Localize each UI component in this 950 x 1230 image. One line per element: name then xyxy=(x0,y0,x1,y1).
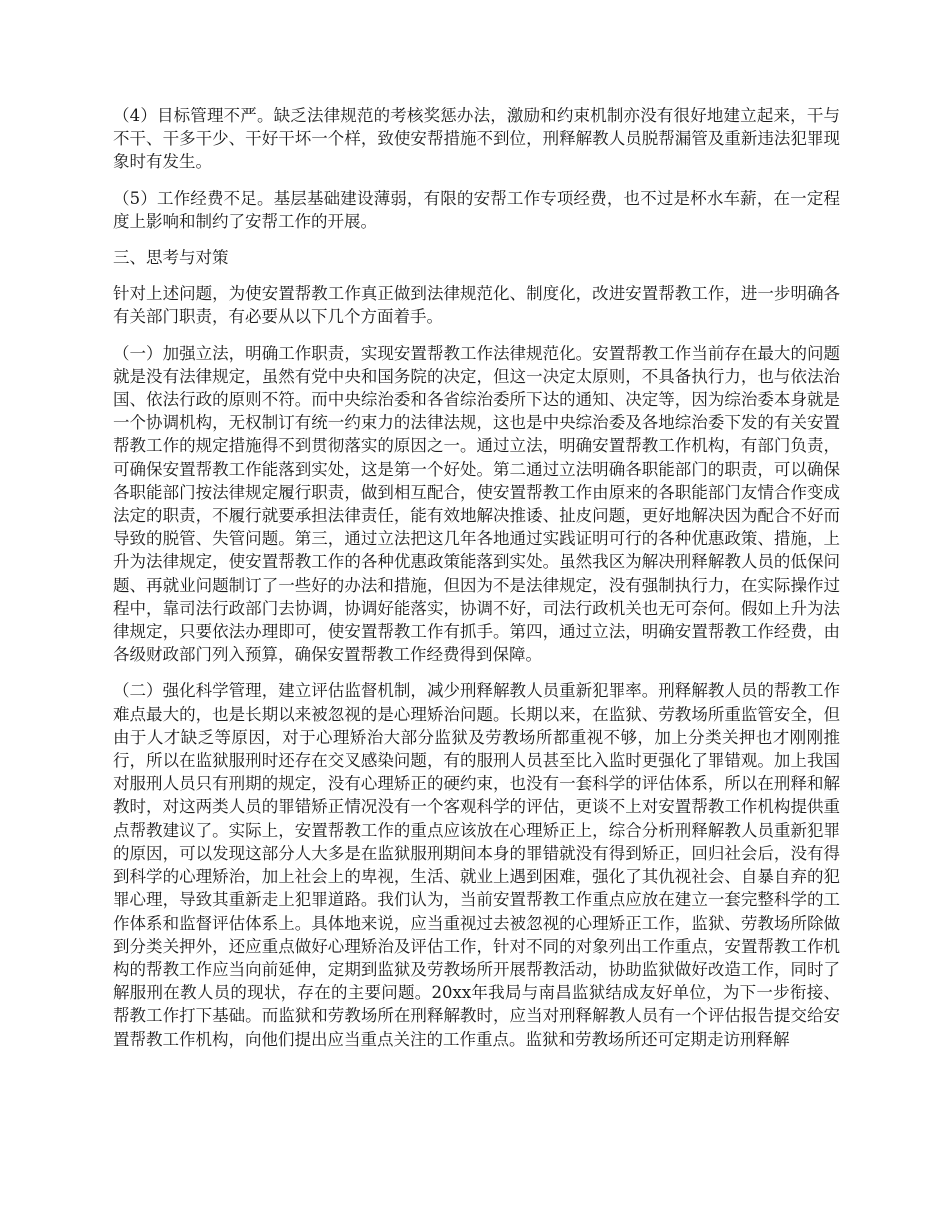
paragraph-introduction: 针对上述问题，为使安置帮教工作真正做到法律规范化、制度化，改进安置帮教工作，进一步明确各有关部门职责，有必要从以下几个方面着手。 xyxy=(113,284,840,327)
paragraph-funding: （5）工作经费不足。基层基础建设薄弱，有限的安帮工作专项经费，也不过是杯水车薪，在一定程度上影响和制约了安帮工作的开展。 xyxy=(113,188,840,231)
paragraph-legislation: （一）加强立法，明确工作职责，实现安置帮教工作法律规范化。安置帮教工作当前存在最大的问题就是没有法律规定，虽然有党中央和国务院的决定，但这一决定太原则，不具备执行力，也与依法治国、依法行政的原则不符。而中央综治委和各省综治委所下达的通知、决定等，因为综治委本身就是一个协调机构，无权制订有统一约束力的法律法规，这也是中央综治委及各地综治委下发的有关安置帮教工作的规定措施得不到贯彻落实的原因之一。通过立法，明确安置帮教工作机构，有部门负责，可确保安置帮教工作能落到实处，这是第一个好处。第二通过立法明确各职能部门的职责，可以确保各职能部门按法律规定履行职责，做到相互配合，使安置帮教工作由原来的各职能部门友情合作变成法定的职责，不履行就要承担法律责任，能有效地解决推诿、扯皮问题，更好地解决因为配合不好而导致的脱管、失管问题。第三，通过立法把这几年各地通过实践证明可行的各种优惠政策、措施，上升为法律规定，使安置帮教工作的各种优惠政策能落到实处。虽然我区为解决刑释解教人员的低保问题、再就业问题制订了一些好的办法和措施，但因为不是法律规定，没有强制执行力，在实际操作过程中，靠司法行政部门去协调，协调好能落实，协调不好，司法行政机关也无可奈何。假如上升为法律规定，只要依法办理即可，使安置帮教工作有抓手。第四，通过立法，明确安置帮教工作经费，由各级财政部门列入预算，确保安置帮教工作经费得到保障。 xyxy=(113,343,840,665)
paragraph-scientific-management: （二）强化科学管理，建立评估监督机制，减少刑释解教人员重新犯罪率。刑释解教人员的帮教工作难点最大的，也是长期以来被忽视的是心理矫治问题。长期以来，在监狱、劳教场所重监管安全，但由于人才缺乏等原因，对于心理矫治大部分监狱及劳教场所都重视不够，加上分类关押也才刚刚推行，所以在监狱服刑时还存在交叉感染问题，有的服刑人员甚至比入监时更强化了罪错观。加上我国对服刑人员只有刑期的规定，没有心理矫正的硬约束，也没有一套科学的评估体系，所以在刑释和解教时，对这两类人员的罪错矫正情况没有一个客观科学的评估，更谈不上对安置帮教工作机构提供重点帮教建议了。实际上，安置帮教工作的重点应该放在心理矫正上，综合分析刑释解教人员重新犯罪的原因，可以发现这部分人大多是在监狱服刑期间本身的罪错就没有得到矫正，回归社会后，没有得到科学的心理矫治，加上社会上的卑视，生活、就业上遇到困难，强化了其仇视社会、自暴自弃的犯罪心理，导致其重新走上犯罪道路。我们认为，当前安置帮教工作重点应放在建立一套完整科学的工作体系和监督评估体系上。具体地来说，应当重视过去被忽视的心理矫正工作，监狱、劳教场所除做到分类关押外，还应重点做好心理矫治及评估工作，针对不同的对象列出工作重点，安置帮教工作机构的帮教工作应当向前延伸，定期到监狱及劳教场所开展帮教活动，协助监狱做好改造工作，同时了解服刑在教人员的现状，存在的主要问题。20xx年我局与南昌监狱结成友好单位，为下一步衔接、帮教工作打下基础。而监狱和劳教场所在刑释解教时，应当对刑释解教人员有一个评估报告提交给安置帮教工作机构，向他们提出应当重点关注的工作重点。监狱和劳教场所还可定期走访刑释解 xyxy=(113,681,840,1049)
paragraph-target-management: （4）目标管理不严。缺乏法律规范的考核奖惩办法，激励和约束机制亦没有很好地建立起来，干与不干、干多干少、干好干坏一个样，致使安帮措施不到位，刑释解教人员脱帮漏管及重新违法犯罪现象时有发生。 xyxy=(113,106,840,172)
section-heading-countermeasures: 三、思考与对策 xyxy=(113,248,229,268)
document-body xyxy=(113,104,840,1064)
